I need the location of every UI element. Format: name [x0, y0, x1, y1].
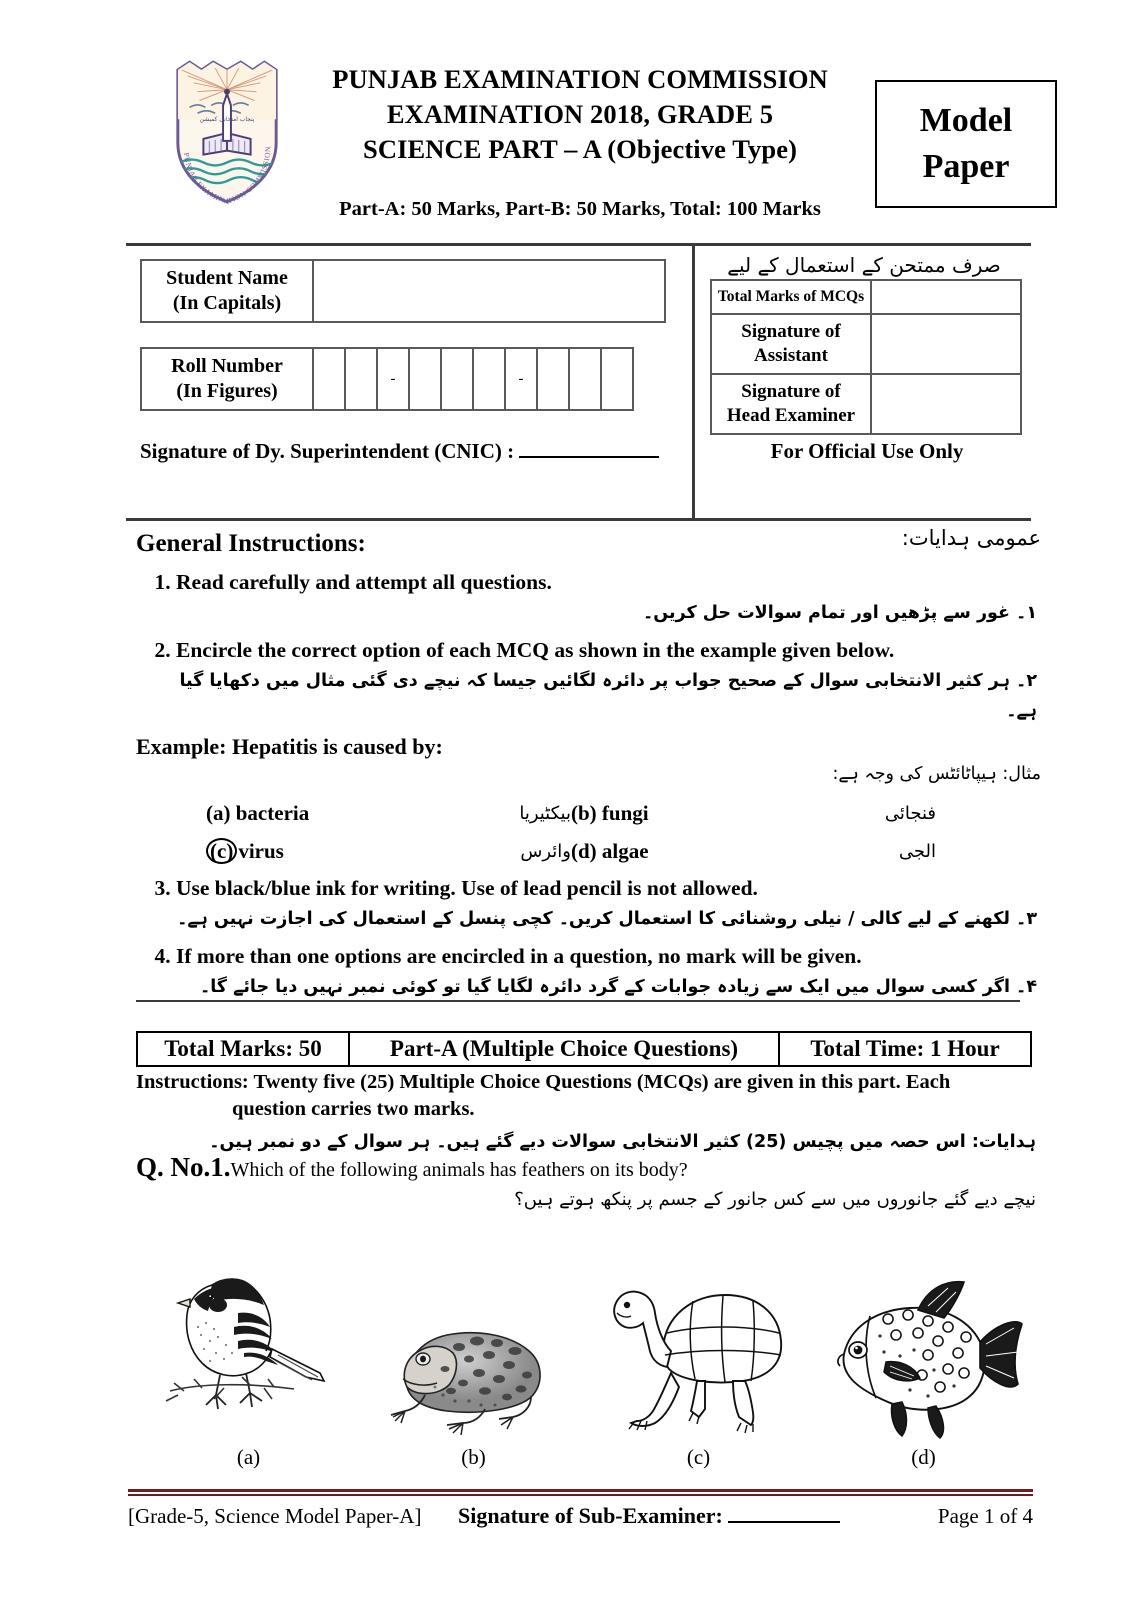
- general-instructions-heading-ur: عمومی ہدایات:: [901, 526, 1041, 550]
- footer-paper-id: [Grade-5, Science Model Paper-A]: [128, 1503, 422, 1528]
- question-1-option-a-label: (a): [236, 1445, 261, 1469]
- instruction-3-ur: ۳۔ لکھنے کے لیے کالی / نیلی روشنائی کا استعمال کریں۔ کچی پنسل کے استعمال کی اجازت نہیں ہے۔: [177, 909, 1037, 929]
- head-examiner-signature-value[interactable]: [871, 374, 1021, 434]
- head-examiner-signature-label: [711, 374, 871, 434]
- list-item: [176, 636, 1041, 726]
- list-item: [176, 874, 1041, 934]
- dy-superintendent-signature-row: [140, 439, 685, 464]
- instruction-1-en: Read carefully and attempt all questions.: [176, 570, 552, 594]
- roll-cell-separator: -: [377, 348, 409, 410]
- example-option-c[interactable]: [206, 838, 421, 864]
- assistant-signature-label-line2: Assistant: [754, 345, 828, 366]
- footer-sub-examiner-label: Signature of Sub-Examiner:: [458, 1503, 723, 1528]
- example-option-d-key: (d): [571, 838, 597, 863]
- question-1-option-b-label: (b): [461, 1445, 486, 1469]
- info-top-rule: [126, 243, 1031, 246]
- marks-distribution-line: Part-A: 50 Marks, Part-B: 50 Marks, Total: 100 Marks: [339, 198, 821, 220]
- part-a-instructions-ur: ہدایات: اس حصہ میں پچیس (25) کثیر الانتخابی سوالات دیے گئے ہیں۔ ہر سوال کے دو نمبر ہیں۔: [209, 1132, 1036, 1152]
- part-a-instructions-line2: question carries two marks.: [232, 1098, 475, 1120]
- roll-cell[interactable]: [409, 348, 441, 410]
- footer-sub-examiner-line[interactable]: [728, 1507, 840, 1523]
- question-1-option-d-label: (d): [911, 1445, 936, 1469]
- shield-icon: [168, 56, 286, 206]
- model-paper-badge: [875, 80, 1057, 208]
- instruction-1-ur: ۱۔ غور سے پڑھیں اور تمام سوالات حل کریں۔: [643, 603, 1037, 623]
- general-instructions-heading-en: General Instructions:: [136, 530, 366, 557]
- question-1-option-c[interactable]: [591, 1231, 806, 1470]
- roll-cell[interactable]: [537, 348, 569, 410]
- table-row: [141, 348, 633, 410]
- example-option-c-key-circled: (c): [206, 838, 237, 864]
- question-1-option-d[interactable]: [816, 1231, 1031, 1470]
- example-option-a[interactable]: [206, 801, 421, 826]
- head-examiner-signature-label-line2: Head Examiner: [726, 405, 856, 426]
- general-instructions-list: [136, 568, 1041, 726]
- student-name-label: [141, 260, 313, 322]
- list-item: [176, 942, 1041, 1002]
- dy-superintendent-signature-label: Signature of Dy. Superintendent (CNIC) :: [140, 439, 515, 463]
- title-line-1: PUNJAB EXAMINATION COMMISSION: [332, 64, 828, 94]
- roll-cell[interactable]: [569, 348, 601, 410]
- pec-logo: [168, 56, 286, 206]
- official-use-table: [710, 279, 1022, 435]
- question-1-options: [136, 1215, 1036, 1470]
- question-1-text-row: [136, 1152, 1036, 1183]
- example-heading-en: Example: Hepatitis is caused by:: [136, 734, 443, 759]
- example-option-row-1: [206, 794, 1041, 832]
- question-1-option-c-label: (c): [686, 1445, 711, 1469]
- example-option-b[interactable]: [571, 801, 786, 826]
- example-option-a-key: (a): [206, 800, 231, 825]
- student-name-label-line2: (In Capitals): [172, 292, 282, 314]
- example-option-a-text: bacteria: [235, 800, 310, 825]
- part-a-total-time: Total Time: 1 Hour: [810, 1036, 1000, 1061]
- instruction-2-ur: ۲۔ ہر کثیر الانتخابی سوال کے صحیح جواب پر دائرہ لگائیں جیسا کہ نیچے دی گئی مثال میں دکھایا گیا ہے۔: [179, 671, 1037, 721]
- instruction-4-ur: ۴۔ اگر کسی سوال میں ایک سے زیادہ جوابات کے گرد دائرہ لگایا گیا تو کوئی نمبر نہیں دیا جائے گا۔: [199, 977, 1037, 997]
- general-instructions-section: [136, 526, 1041, 1010]
- logo-arc-text: PUNJAB EXAMINATION COMMISSION: [181, 145, 273, 206]
- page-header: [0, 0, 1131, 220]
- title-line-3: SCIENCE PART – A (Objective Type): [363, 134, 797, 164]
- roll-cell-separator: -: [505, 348, 537, 410]
- student-name-table: [140, 259, 666, 323]
- example-option-b-text: fungi: [601, 800, 649, 825]
- footer-rule: [128, 1489, 1033, 1496]
- info-bottom-rule: [126, 518, 1031, 521]
- title-line-2: EXAMINATION 2018, GRADE 5: [386, 99, 774, 129]
- example-option-c-text: virus: [238, 839, 284, 863]
- example-option-b-ur: فنجائی: [884, 802, 936, 824]
- example-option-b-key: (b): [571, 800, 597, 825]
- model-paper-line-2: Paper: [922, 148, 1010, 185]
- instruction-4-en: If more than one options are encircled in a question, no mark will be given.: [176, 944, 862, 968]
- roll-number-table: [140, 347, 634, 411]
- roll-number-label-line1: Roll Number: [171, 355, 283, 377]
- example-option-c-ur: وائرس: [520, 840, 571, 862]
- assistant-signature-label: [711, 314, 871, 374]
- question-1-text-ur: نیچے دیے گئے جانوروں میں سے کس جانور کے جسم پر پنکھ ہوتے ہیں؟: [514, 1189, 1036, 1210]
- section-separator-rule: [136, 1000, 1020, 1002]
- bird-sparrow-illustration: [141, 1231, 356, 1441]
- example-option-d[interactable]: [571, 839, 786, 864]
- logo-urdu-motto: پنجاب امتحانی کمیشن: [199, 117, 255, 124]
- table-row: [711, 280, 1021, 314]
- total-marks-mcqs-label: Total Marks of MCQs: [711, 280, 871, 314]
- example-option-a-ur: بیکٹیریا: [519, 802, 571, 824]
- roll-number-label: [141, 348, 313, 410]
- roll-cell[interactable]: [345, 348, 377, 410]
- head-examiner-signature-label-line1: Signature of: [741, 381, 841, 402]
- question-1-block: [136, 1152, 1036, 1210]
- assistant-signature-label-line1: Signature of: [741, 321, 841, 342]
- info-vertical-divider: [692, 243, 695, 521]
- total-marks-mcqs-value[interactable]: [871, 280, 1021, 314]
- footer-sub-examiner-signature: [458, 1503, 893, 1529]
- official-use-block: [706, 253, 1028, 464]
- official-use-urdu-heading: صرف ممتحن کے استعمال کے لیے: [727, 253, 1001, 277]
- frog-toad-illustration: [366, 1231, 581, 1441]
- instruction-2-en: Encircle the correct option of each MCQ as shown in the example given below.: [176, 638, 895, 662]
- question-1-option-a[interactable]: [141, 1231, 356, 1470]
- fish-goldfish-illustration: [816, 1231, 1031, 1441]
- student-name-label-line1: Student Name: [166, 267, 288, 289]
- question-1-text-en: Which of the following animals has feathers on its body?: [230, 1159, 688, 1181]
- turtle-tortoise-illustration: [591, 1231, 806, 1441]
- student-name-input[interactable]: [313, 260, 665, 322]
- table-row: [711, 374, 1021, 434]
- candidate-info-area: [126, 243, 1031, 521]
- footer-page-number: Page 1 of 4: [937, 1503, 1033, 1528]
- example-option-row-2: [206, 832, 1041, 870]
- roll-number-label-line2: (In Figures): [176, 380, 278, 402]
- part-a-total-marks: Total Marks: 50: [138, 1033, 350, 1065]
- assistant-signature-value[interactable]: [871, 314, 1021, 374]
- example-option-d-text: algae: [601, 838, 649, 863]
- instruction-3-en: Use black/blue ink for writing. Use of lead pencil is not allowed.: [176, 876, 758, 900]
- part-a-title: Part-A (Multiple Choice Questions): [350, 1033, 780, 1065]
- general-instructions-list-continued: [136, 874, 1041, 1002]
- roll-cell[interactable]: [473, 348, 505, 410]
- general-instructions-heading-row: [136, 526, 1041, 564]
- table-row: [711, 314, 1021, 374]
- part-a-instructions: [136, 1069, 1036, 1156]
- official-use-footer: For Official Use Only: [770, 439, 964, 463]
- table-row: [141, 260, 665, 322]
- roll-cell[interactable]: [601, 348, 633, 410]
- question-1-option-b[interactable]: [366, 1231, 581, 1470]
- example-option-d-ur: الجی: [898, 840, 936, 862]
- example-options: [206, 794, 1041, 870]
- question-1-number: Q. No.1.: [136, 1152, 231, 1182]
- roll-cell[interactable]: [313, 348, 345, 410]
- page-title: [290, 62, 870, 167]
- model-paper-line-1: Model: [919, 102, 1013, 139]
- roll-cell[interactable]: [441, 348, 473, 410]
- part-a-instructions-line1: Instructions: Twenty five (25) Multiple Choice Questions (MCQs) are given in this part. Each: [136, 1071, 951, 1093]
- part-a-header-bar: [136, 1031, 1032, 1067]
- example-heading-ur: مثال: ہیپاٹائٹس کی وجہ ہے:: [832, 764, 1041, 784]
- page-footer: [128, 1503, 1033, 1529]
- dy-superintendent-signature-line[interactable]: [519, 441, 659, 458]
- candidate-fields: [140, 259, 685, 464]
- list-item: [176, 568, 1041, 628]
